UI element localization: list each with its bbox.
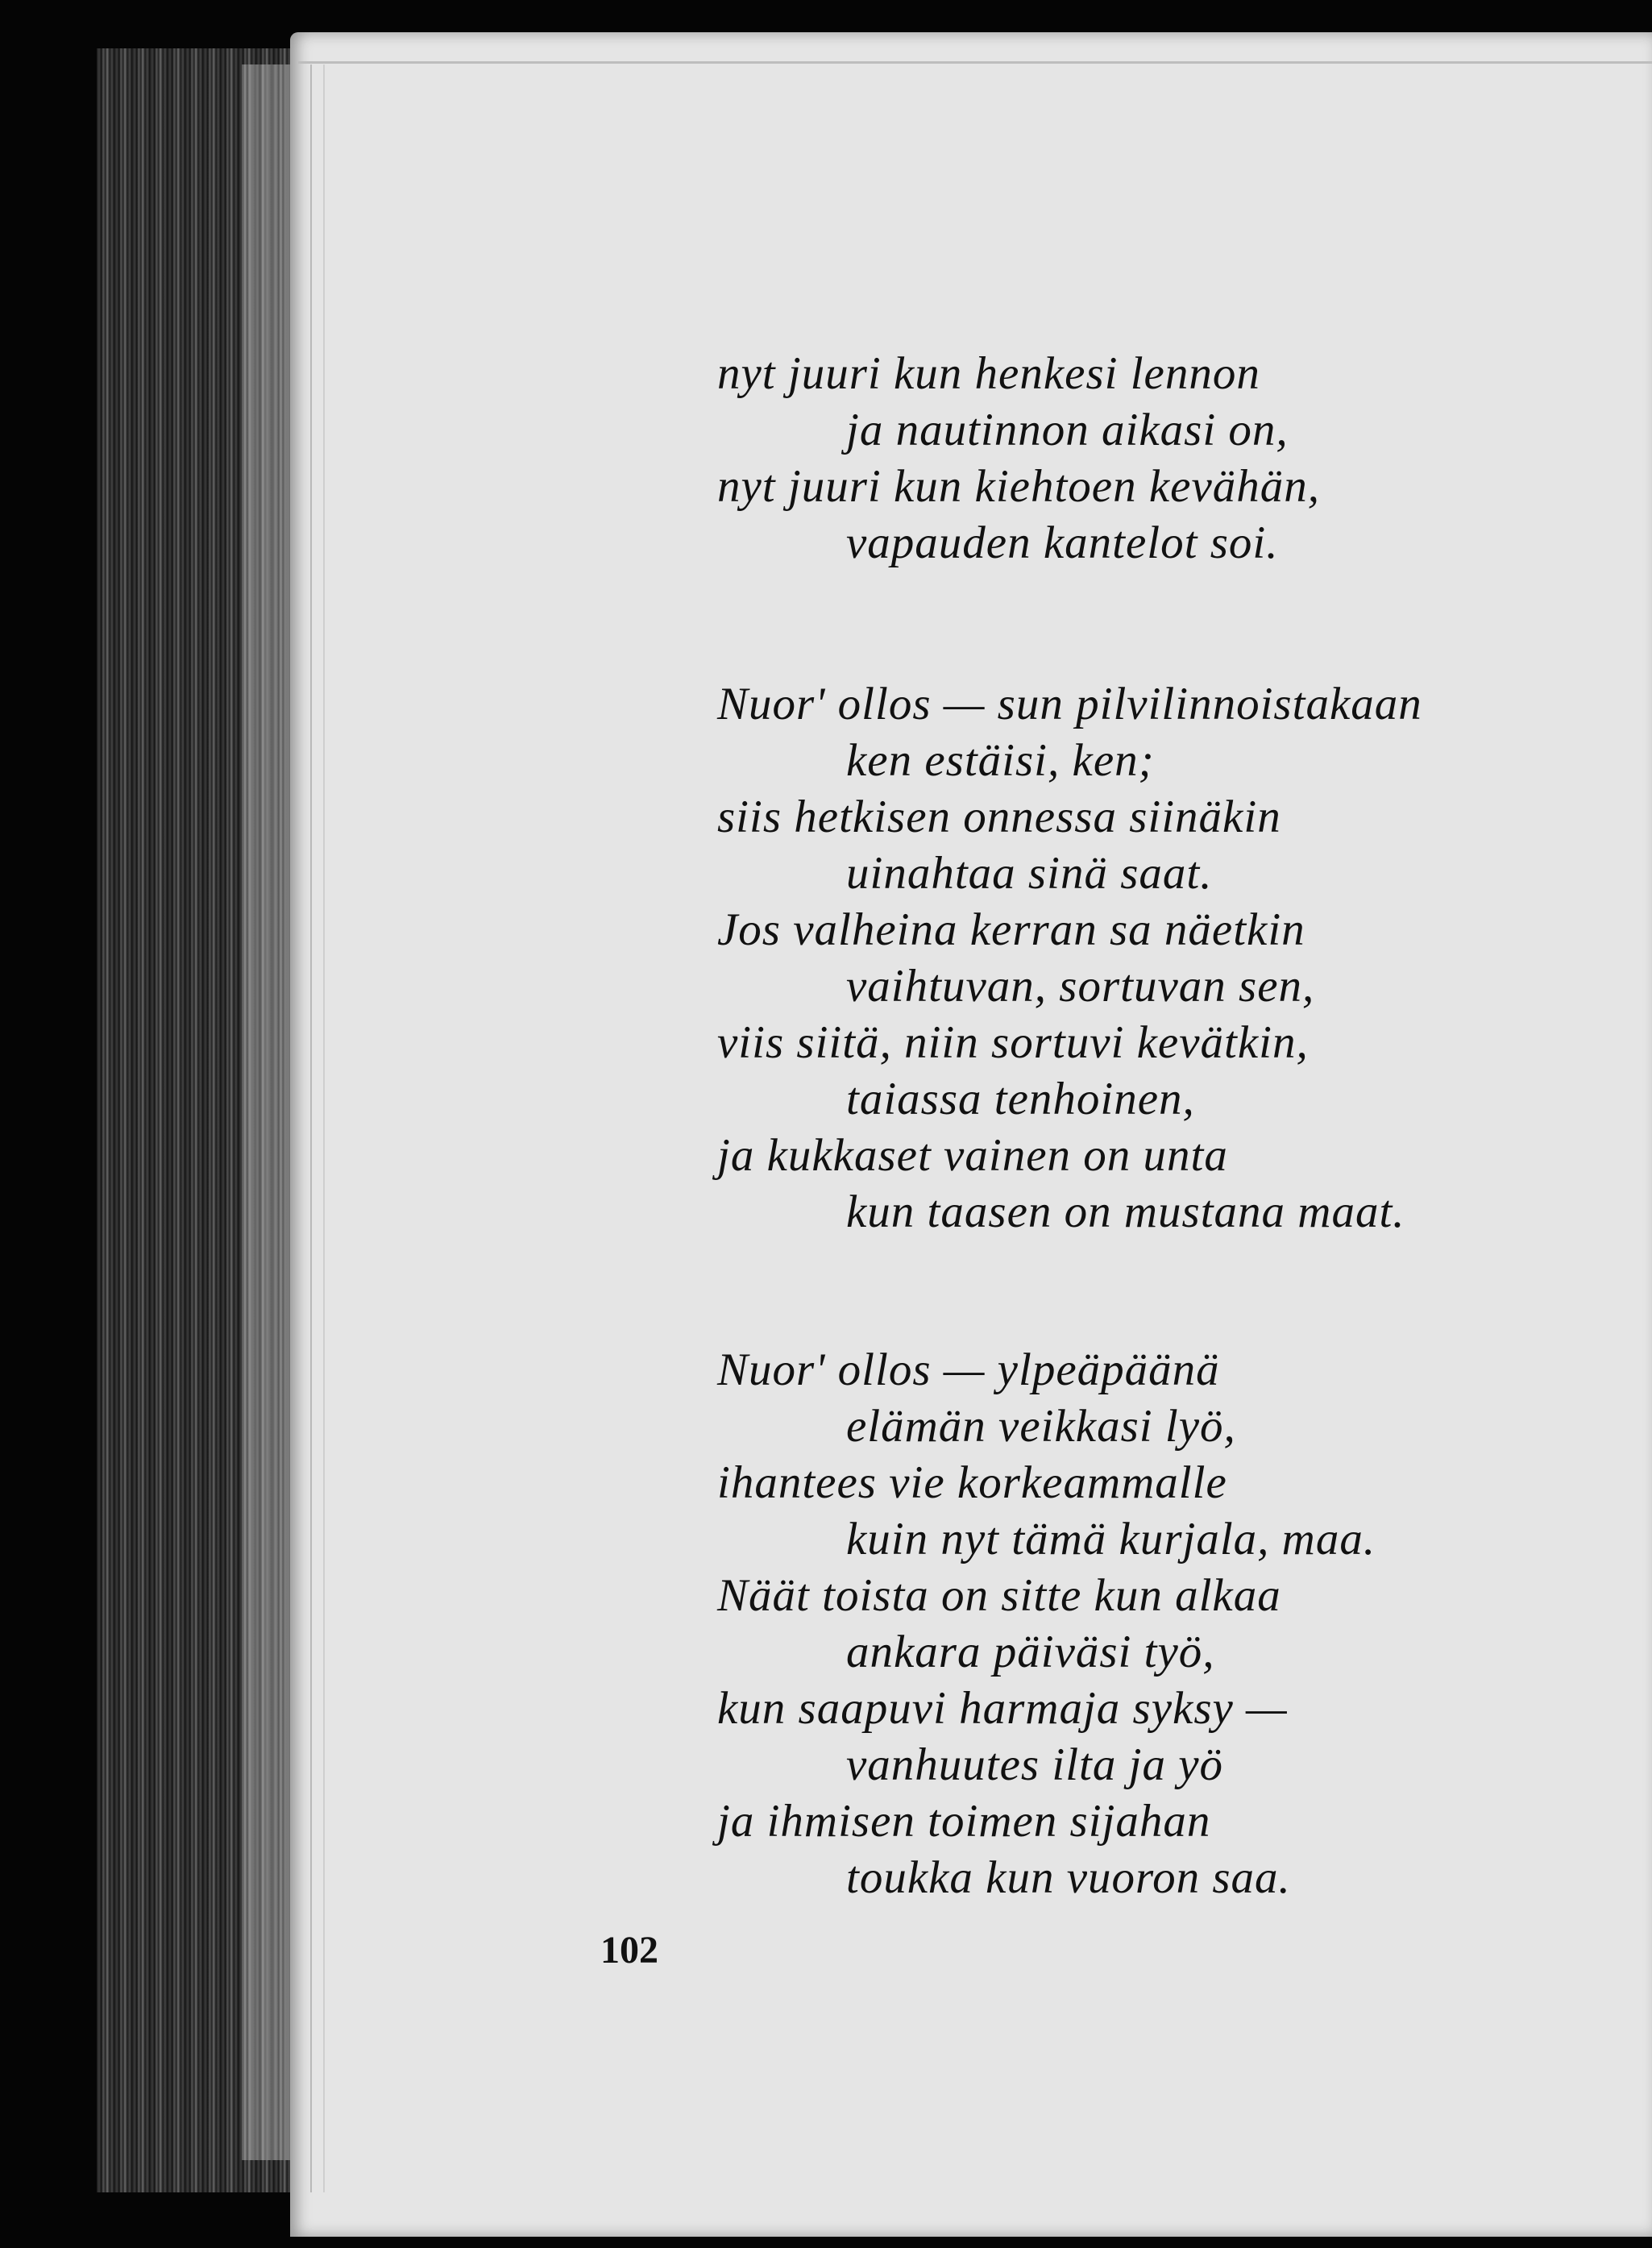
poem-line: uinahtaa sinä saat.: [846, 848, 1213, 899]
poem-line: nyt juuri kun kiehtoen kevähän,: [717, 461, 1321, 512]
poem-line: ja kukkaset vainen on unta: [717, 1130, 1228, 1181]
poem-line: kuin nyt tämä kurjala, maa.: [846, 1514, 1376, 1564]
poem-line: vapauden kantelot soi.: [846, 517, 1279, 568]
poem-line: elämän veikkasi lyö,: [846, 1401, 1236, 1452]
poem-line: ken estäisi, ken;: [846, 735, 1155, 786]
poem-line: Jos valheina kerran sa näetkin: [717, 904, 1305, 955]
poem-line: Nuor' ollos — ylpeäpäänä: [717, 1344, 1220, 1395]
poem-line: Näät toista on sitte kun alkaa: [717, 1570, 1281, 1621]
poem-line: siis hetkisen onnessa siinäkin: [717, 792, 1281, 842]
poem-line: kun saapuvi harmaja syksy —: [717, 1683, 1288, 1734]
poem-line: vaihtuvan, sortuvan sen,: [846, 961, 1315, 1012]
poem-line: nyt juuri kun henkesi lennon: [717, 348, 1260, 399]
poem-line: ankara päiväsi työ,: [846, 1627, 1215, 1677]
poem-line: viis siitä, niin sortuvi kevätkin,: [717, 1017, 1309, 1068]
poem-line: ja ihmisen toimen sijahan: [717, 1796, 1211, 1847]
poem-line: ihantees vie korkeammalle: [717, 1457, 1227, 1508]
page-number: 102: [600, 1929, 658, 1972]
poem-line: taiassa tenhoinen,: [846, 1074, 1195, 1124]
poem-line: Nuor' ollos — sun pilvilinnoistakaan: [717, 679, 1422, 729]
poem-line: vanhuutes ilta ja yö: [846, 1739, 1224, 1790]
poem-line: ja nautinnon aikasi on,: [846, 405, 1289, 455]
poem-line: kun taasen on mustana maat.: [846, 1186, 1405, 1237]
poem-line: toukka kun vuoron saa.: [846, 1852, 1291, 1903]
